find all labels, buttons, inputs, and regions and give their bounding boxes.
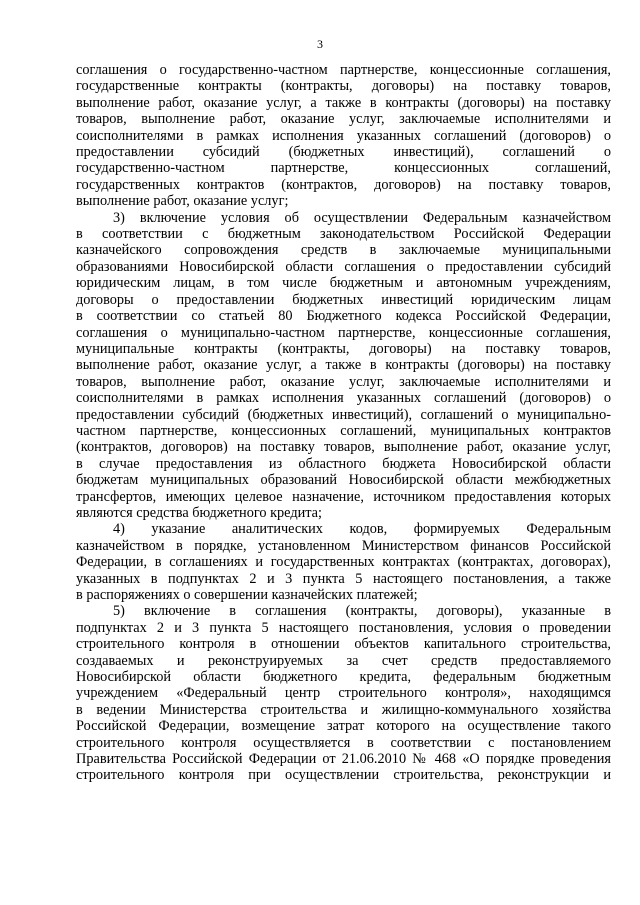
text-line: в ведении Министерства строительства и жилищно-коммунального хозяйства (76, 701, 611, 718)
text-line: товаров, выполнение работ, оказание услуг, заключаемые исполнителями и (76, 373, 611, 390)
text-line: Федерации, в соглашениях и государственных контрактах (контрактах, договорах), (76, 554, 611, 571)
text-line: казначейством в порядке, установленном Министерством финансов Российской (76, 537, 611, 554)
text-line: Правительства Российской Федерации от 21.06.2010 № 468 «О порядке проведения (76, 751, 611, 768)
text-line: подпунктах 2 и 3 пункта 5 настоящего постановления, условия о проведении (76, 619, 611, 636)
text-line: соисполнителями в рамках исполнения указанных соглашений (договоров) о (76, 127, 611, 144)
page-number: 3 (317, 37, 323, 51)
text-line: соглашения о государственно-частном партнерстве, концессионные соглашения, (76, 62, 611, 78)
text-line: строительного контроля при осуществлении строительства, реконструкции и (76, 767, 611, 784)
text-line: (контрактов, договоров) на поставку товаров, выполнение работ, оказание услуг, (76, 439, 611, 456)
text-line: казначейского сопровождения средств в заключаемые муниципальными (76, 242, 611, 259)
text-line: государственно-частном партнерстве, концессионных соглашений, (76, 160, 611, 177)
text-line: создаваемых и реконструируемых за счет средств предоставляемого (76, 652, 611, 669)
text-line: Российской Федерации, возмещение затрат которого на осуществление такого (76, 718, 611, 735)
text-line: бюджетам муниципальных образований Новосибирской области межбюджетных (76, 472, 611, 489)
text-line: выполнение работ, оказание услуг; (76, 193, 289, 210)
text-line: государственные контракты (контракты, договоры) на поставку товаров, (76, 78, 611, 95)
text-line: частном партнерстве, концессионных соглашений, муниципальных контрактов (76, 422, 611, 439)
text-line: соглашения о муниципально-частном партнерстве, концессионные соглашения, (76, 324, 611, 341)
text-line: указанных в подпунктах 2 и 3 пункта 5 настоящего постановления, а также (76, 570, 611, 587)
text-line: 3) включение условия об осуществлении Федеральным казначейством (113, 209, 611, 226)
text-line: выполнение работ, оказание услуг, а также в контракты (договоры) на поставку (76, 357, 611, 374)
body-text (76, 62, 611, 784)
text-line: строительного контроля осуществляется в соответствии с постановлением (76, 734, 611, 751)
text-line: муниципальные контракты (контракты, договоры) на поставку товаров, (76, 340, 611, 357)
text-line: соисполнителями в рамках исполнения указанных соглашений (договоров) о (76, 390, 611, 407)
text-line: строительного контроля в отношении объектов капитального строительства, (76, 636, 611, 653)
text-line: учреждением «Федеральный центр строительного контроля», находящимся (76, 685, 611, 702)
text-line: выполнение работ, оказание услуг, а также в контракты (договоры) на поставку (76, 94, 611, 111)
text-line: юридическим лицам, в том числе бюджетным и автономным учреждениям, (76, 275, 611, 292)
text-line: 5) включение в соглашения (контракты, договоры), указанные в (113, 603, 611, 620)
text-line: в соответствии со статьей 80 Бюджетного кодекса Российской Федерации, (76, 308, 611, 325)
text-line: образованиями Новосибирской области соглашения о предоставлении субсидий (76, 258, 611, 275)
text-line: являются средства бюджетного кредита; (76, 504, 322, 521)
text-line: договоры о предоставлении бюджетных инвестиций юридическим лицам (76, 291, 611, 308)
text-line: 4) указание аналитических кодов, формируемых Федеральным (113, 521, 611, 538)
text-line: в соответствии с бюджетным законодательством Российской Федерации (76, 226, 611, 243)
text-line: в случае предоставления из областного бюджета Новосибирской области (76, 455, 611, 472)
text-line: предоставлении субсидий (бюджетных инвестиций), соглашений о (76, 144, 611, 161)
text-line: государственных контрактов (контрактов, договоров) на поставку товаров, (76, 176, 611, 193)
text-line: в распоряжениях о совершении казначейских платежей; (76, 587, 418, 603)
text-line: трансфертов, имеющих целевое назначение, источником предоставления которых (76, 488, 611, 505)
text-line: предоставлении субсидий (бюджетных инвестиций), соглашений о муниципально- (76, 406, 611, 423)
text-line: товаров, выполнение работ, оказание услуг, заключаемые исполнителями и (76, 111, 611, 128)
text-line: Новосибирской области бюджетного кредита, федеральным бюджетным (76, 669, 611, 686)
